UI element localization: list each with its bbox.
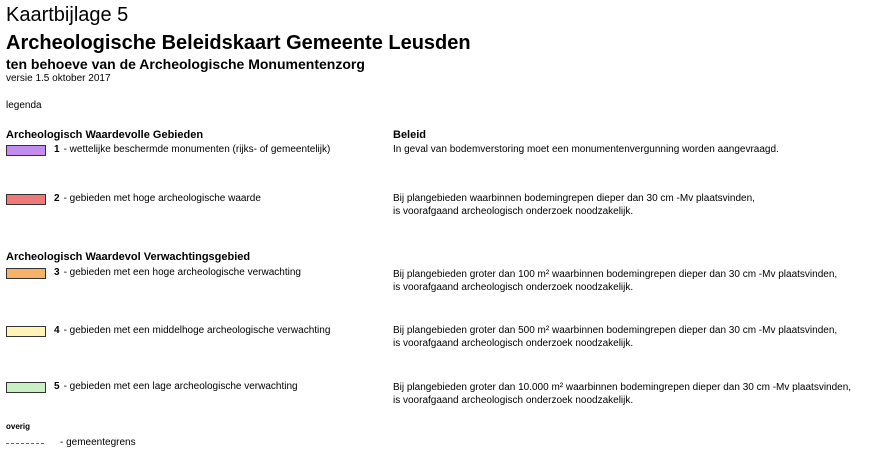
policy-line: is voorafgaand archeologisch onderzoek noodzakelijk. — [393, 395, 634, 406]
item-description: - gebieden met hoge archeologische waarde — [63, 193, 261, 204]
page-title: Archeologische Beleidskaart Gemeente Leusden — [6, 32, 471, 54]
color-swatch — [6, 382, 46, 393]
policy-text-2 — [393, 192, 755, 218]
policy-text-1 — [393, 143, 779, 156]
item-number: 3 — [54, 267, 60, 278]
section-heading-verwachting: Archeologisch Waardevol Verwachtingsgebied — [6, 251, 251, 263]
item-number: 2 — [54, 193, 60, 204]
policy-line: Bij plangebieden groter dan 10.000 m² waarbinnen bodemingrepen dieper dan 30 cm -Mv plaatsvinden, — [393, 382, 852, 393]
policy-text-3 — [393, 268, 837, 294]
section-heading-beleid: Beleid — [393, 129, 427, 141]
dashed-boundary-icon — [6, 443, 44, 444]
item-description: - gebieden met een middelhoge archeologische verwachting — [63, 325, 331, 336]
policy-text-5 — [393, 381, 851, 407]
legend-label: legenda — [6, 100, 42, 111]
legend-item-5 — [6, 380, 298, 394]
color-swatch — [6, 145, 46, 156]
boundary-description: - gemeentegrens — [60, 437, 136, 448]
legend-item-gemeentegrens — [6, 437, 136, 449]
policy-line: is voorafgaand archeologisch onderzoek noodzakelijk. — [393, 206, 634, 217]
item-description: - gebieden met een lage archeologische verwachting — [63, 381, 298, 392]
color-swatch — [6, 194, 46, 205]
legend-item-4 — [6, 324, 330, 338]
policy-line: is voorafgaand archeologisch onderzoek noodzakelijk. — [393, 282, 634, 293]
page-subtitle: ten behoeve van de Archeologische Monumentenzorg — [6, 56, 365, 72]
color-swatch — [6, 268, 46, 279]
policy-line: Bij plangebieden groter dan 100 m² waarbinnen bodemingrepen dieper dan 30 cm -Mv plaatsvinden, — [393, 269, 838, 280]
legend-item-1 — [6, 143, 330, 157]
color-swatch — [6, 326, 46, 337]
legend-item-3 — [6, 266, 301, 280]
item-description: - gebieden met een hoge archeologische verwachting — [63, 267, 301, 278]
item-number: 5 — [54, 381, 60, 392]
policy-line: Bij plangebieden groter dan 500 m² waarbinnen bodemingrepen dieper dan 30 cm -Mv plaatsvinden, — [393, 325, 838, 336]
policy-line: is voorafgaand archeologisch onderzoek noodzakelijk. — [393, 338, 634, 349]
item-number: 1 — [54, 144, 60, 155]
legend-item-2 — [6, 192, 261, 206]
section-heading-waardevolle: Archeologisch Waardevolle Gebieden — [6, 129, 204, 141]
appendix-label: Kaartbijlage 5 — [6, 4, 129, 26]
overig-heading: overig — [6, 422, 31, 431]
policy-line: Bij plangebieden waarbinnen bodemingrepen dieper dan 30 cm -Mv plaatsvinden, — [393, 193, 755, 204]
item-description: - wettelijke beschermde monumenten (rijks- of gemeentelijk) — [63, 144, 331, 155]
item-number: 4 — [54, 325, 60, 336]
version-label: versie 1.5 oktober 2017 — [6, 73, 111, 84]
policy-text-4 — [393, 324, 837, 350]
policy-line: In geval van bodemverstoring moet een monumentenvergunning worden aangevraagd. — [393, 144, 779, 155]
